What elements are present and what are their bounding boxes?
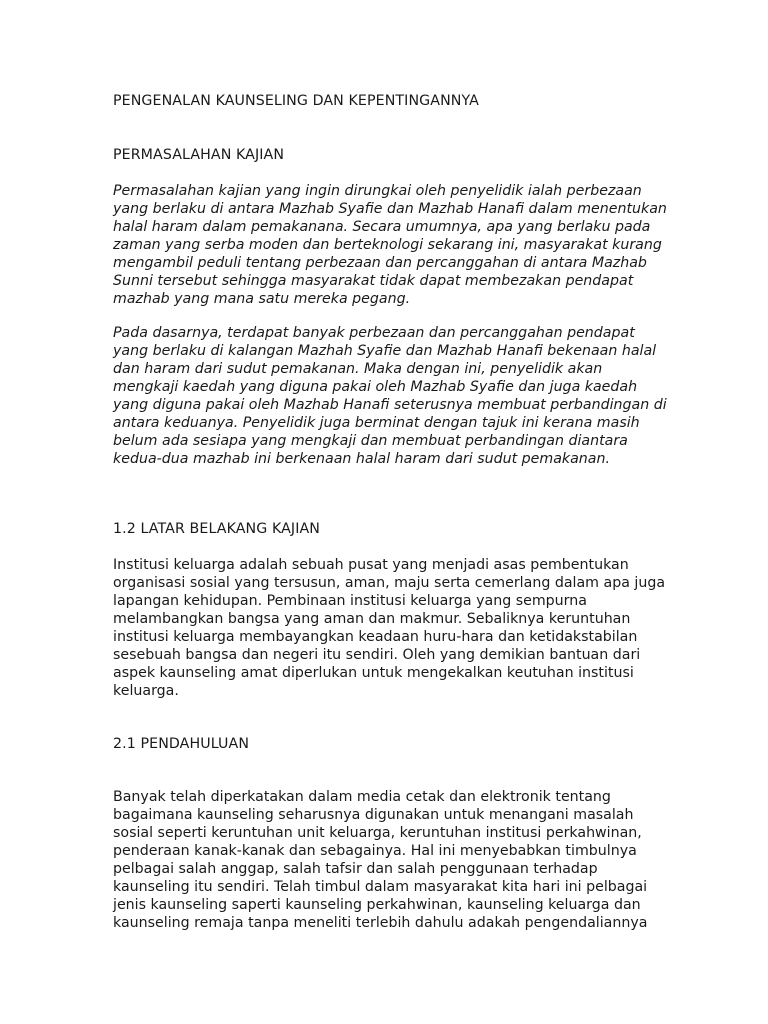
text-line: antara keduanya. Penyelidik juga berminat dengan tajuk ini kerana masih: [113, 415, 640, 431]
text-line: keluarga.: [113, 683, 179, 699]
text-line: belum ada sesiapa yang mengkaji dan membuat perbandingan diantara: [113, 433, 628, 449]
text-line: zaman yang serba moden dan berteknologi sekarang ini, masyarakat kurang: [113, 237, 662, 253]
text-line: sesebuah bangsa dan negeri itu sendiri. Oleh yang demikian bantuan dari: [113, 647, 641, 663]
text-line: lapangan kehidupan. Pembinaan institusi keluarga yang sempurna: [113, 593, 587, 609]
text-line: halal haram dalam pemakanana. Secara umumnya, apa yang berlaku pada: [113, 219, 651, 235]
text-line: mazhab yang mana satu mereka pegang.: [113, 291, 411, 307]
paragraph-pendahuluan: [113, 788, 673, 932]
text-line: kedua-dua mazhab ini berkenaan halal haram dari sudut pemakanan.: [113, 451, 610, 467]
text-line: Pada dasarnya, terdapat banyak perbezaan dan percanggahan pendapat: [113, 325, 635, 341]
section-heading-permasalahan: PERMASALAHAN KAJIAN: [113, 147, 285, 163]
text-line: yang berlaku di kalangan Mazhah Syafie dan Mazhab Hanafi bekenaan halal: [113, 343, 657, 359]
text-line: penderaan kanak-kanak dan sebagainya. Hal ini menyebabkan timbulnya: [113, 843, 637, 859]
text-line: kaunseling remaja tanpa meneliti terlebih dahulu adakah pengendaliannya: [113, 915, 648, 931]
text-line: aspek kaunseling amat diperlukan untuk mengekalkan keutuhan institusi: [113, 665, 634, 681]
text-line: sosial seperti keruntuhan unit keluarga, keruntuhan institusi perkahwinan,: [113, 825, 642, 841]
text-line: yang berlaku di antara Mazhab Syafie dan Mazhab Hanafi dalam menentukan: [113, 201, 667, 217]
text-line: mengambil peduli tentang perbezaan dan percanggahan di antara Mazhab: [113, 255, 647, 271]
paragraph-permasalahan-1: [113, 182, 673, 308]
text-line: Banyak telah diperkatakan dalam media cetak dan elektronik tentang: [113, 789, 611, 805]
paragraph-permasalahan-2: [113, 324, 673, 468]
text-line: jenis kaunseling saperti kaunseling perkahwinan, kaunseling keluarga dan: [113, 897, 641, 913]
document-title: PENGENALAN KAUNSELING DAN KEPENTINGANNYA: [113, 93, 479, 109]
text-line: kaunseling itu sendiri. Telah timbul dalam masyarakat kita hari ini pelbagai: [113, 879, 648, 895]
text-line: institusi keluarga membayangkan keadaan huru-hara dan ketidakstabilan: [113, 629, 638, 645]
section-heading-pendahuluan: 2.1 PENDAHULUAN: [113, 736, 250, 752]
text-line: Permasalahan kajian yang ingin dirungkai oleh penyelidik ialah perbezaan: [113, 183, 642, 199]
text-line: organisasi sosial yang tersusun, aman, maju serta cemerlang dalam apa juga: [113, 575, 666, 591]
section-heading-latar-belakang: 1.2 LATAR BELAKANG KAJIAN: [113, 521, 320, 537]
text-line: pelbagai salah anggap, salah tafsir dan salah penggunaan terhadap: [113, 861, 598, 877]
text-line: bagaimana kaunseling seharusnya digunakan untuk menangani masalah: [113, 807, 634, 823]
text-line: mengkaji kaedah yang diguna pakai oleh Mazhab Syafie dan juga kaedah: [113, 379, 638, 395]
text-line: Sunni tersebut sehingga masyarakat tidak dapat membezakan pendapat: [113, 273, 634, 289]
text-line: Institusi keluarga adalah sebuah pusat yang menjadi asas pembentukan: [113, 557, 629, 573]
paragraph-latar-belakang: [113, 556, 673, 700]
text-line: melambangkan bangsa yang aman dan makmur. Sebaliknya keruntuhan: [113, 611, 631, 627]
text-line: dan haram dari sudut pemakanan. Maka dengan ini, penyelidik akan: [113, 361, 603, 377]
text-line: yang diguna pakai oleh Mazhab Hanafi seterusnya membuat perbandingan di: [113, 397, 667, 413]
